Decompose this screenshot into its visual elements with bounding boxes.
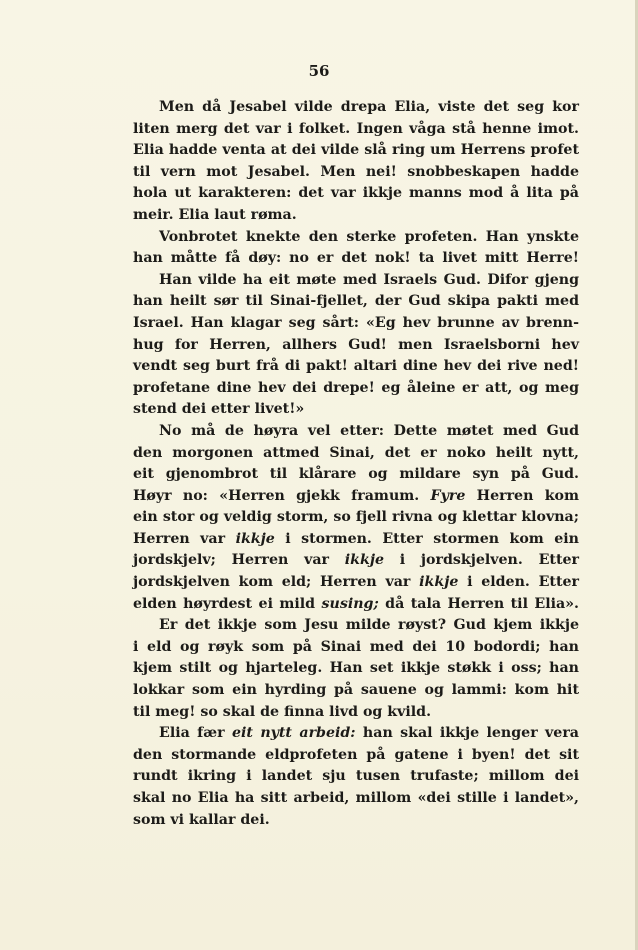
text-line: hola ut karakteren: det var ikkje manns mod å lita på [133,185,579,202]
text-line: elden høyrdest ei mild susing; då tala Herren til Elia». [133,595,579,612]
text-line: stend dei etter livet!» [133,401,305,418]
text-line: No må de høyra vel etter: Dette møtet med Gud [159,422,579,439]
text-line: rundt ikring i landet sju tusen trufaste; millom dei [133,768,579,785]
text-line: i eld og røyk som på Sinai med dei 10 bodordi; han [133,638,579,655]
text-line: ein stor og veldig storm, so fjell rivna og klettar klovna; [133,509,579,526]
text-line: Men då Jesabel vilde drepa Elia, viste det seg kor [159,99,579,115]
text-line: Elia fær eit nytt arbeid: han skal ikkje lenger vera [159,725,579,742]
text-line: lokkar som ein hyrding på sauene og lammi: kom hit [133,682,579,699]
text-line: kjem stilt og hjarteleg. Han set ikkje støkk i oss; han [133,660,579,677]
text-line: skal no Elia ha sitt arbeid, millom «dei stille i landet», [133,790,579,806]
text-line: Elia hadde venta at dei vilde slå ring um Herrens profet [133,142,579,159]
text-line: Herren var ikkje i stormen. Etter stormen kom ein [133,530,579,547]
text-line: meir. Elia laut røma. [133,206,297,223]
text-line: hug for Herren, allhers Gud! men Israelsborni hev [133,336,579,353]
text-line: han måtte få døy: no er det nok! ta livet mitt Herre! [133,250,579,267]
text-line: Høyr no: «Herren gjekk framum. Fyre Herren kom [133,487,580,504]
text-line: liten merg det var i folket. Ingen våga stå henne imot. [133,120,579,137]
text-line: vendt seg burt frå di pakt! altari dine hev dei rive ned! [133,358,579,375]
page-number: 56 [308,62,330,80]
text-line: jordskjelven kom eld; Herren var ikkje i elden. Etter [133,574,579,591]
text-line: Han vilde ha eit møte med Israels Gud. Difor gjeng [159,271,579,288]
text-line: Israel. Han klagar seg sårt: «Eg hev brunne av brenn- [133,314,579,331]
text-line: eit gjenombrot til klårare og mildare syn på Gud. [133,466,579,483]
body-text [133,97,579,831]
text-line: den stormande eldprofeten på gatene i byen! det sit [133,746,579,763]
text-line: den morgonen attmed Sinai, det er noko heilt nytt, [133,444,579,461]
text-line: jordskjelv; Herren var ikkje i jordskjelven. Etter [133,552,579,569]
text-line: han heilt sør til Sinai-fjellet, der Gud skipa pakti med [133,293,579,310]
text-line: profetane dine hev dei drepe! eg åleine er att, og meg [133,379,579,396]
text-line: som vi kallar dei. [133,811,270,828]
text-line: Er det ikkje som Jesu milde røyst? Gud kjem ikkje [159,617,579,634]
text-line: Vonbrotet knekte den sterke profeten. Han ynskte [159,228,579,245]
text-line: til meg! so skal de finna livd og kvild. [133,703,432,720]
text-line: til vern mot Jesabel. Men nei! snobbeskapen hadde [133,163,579,180]
